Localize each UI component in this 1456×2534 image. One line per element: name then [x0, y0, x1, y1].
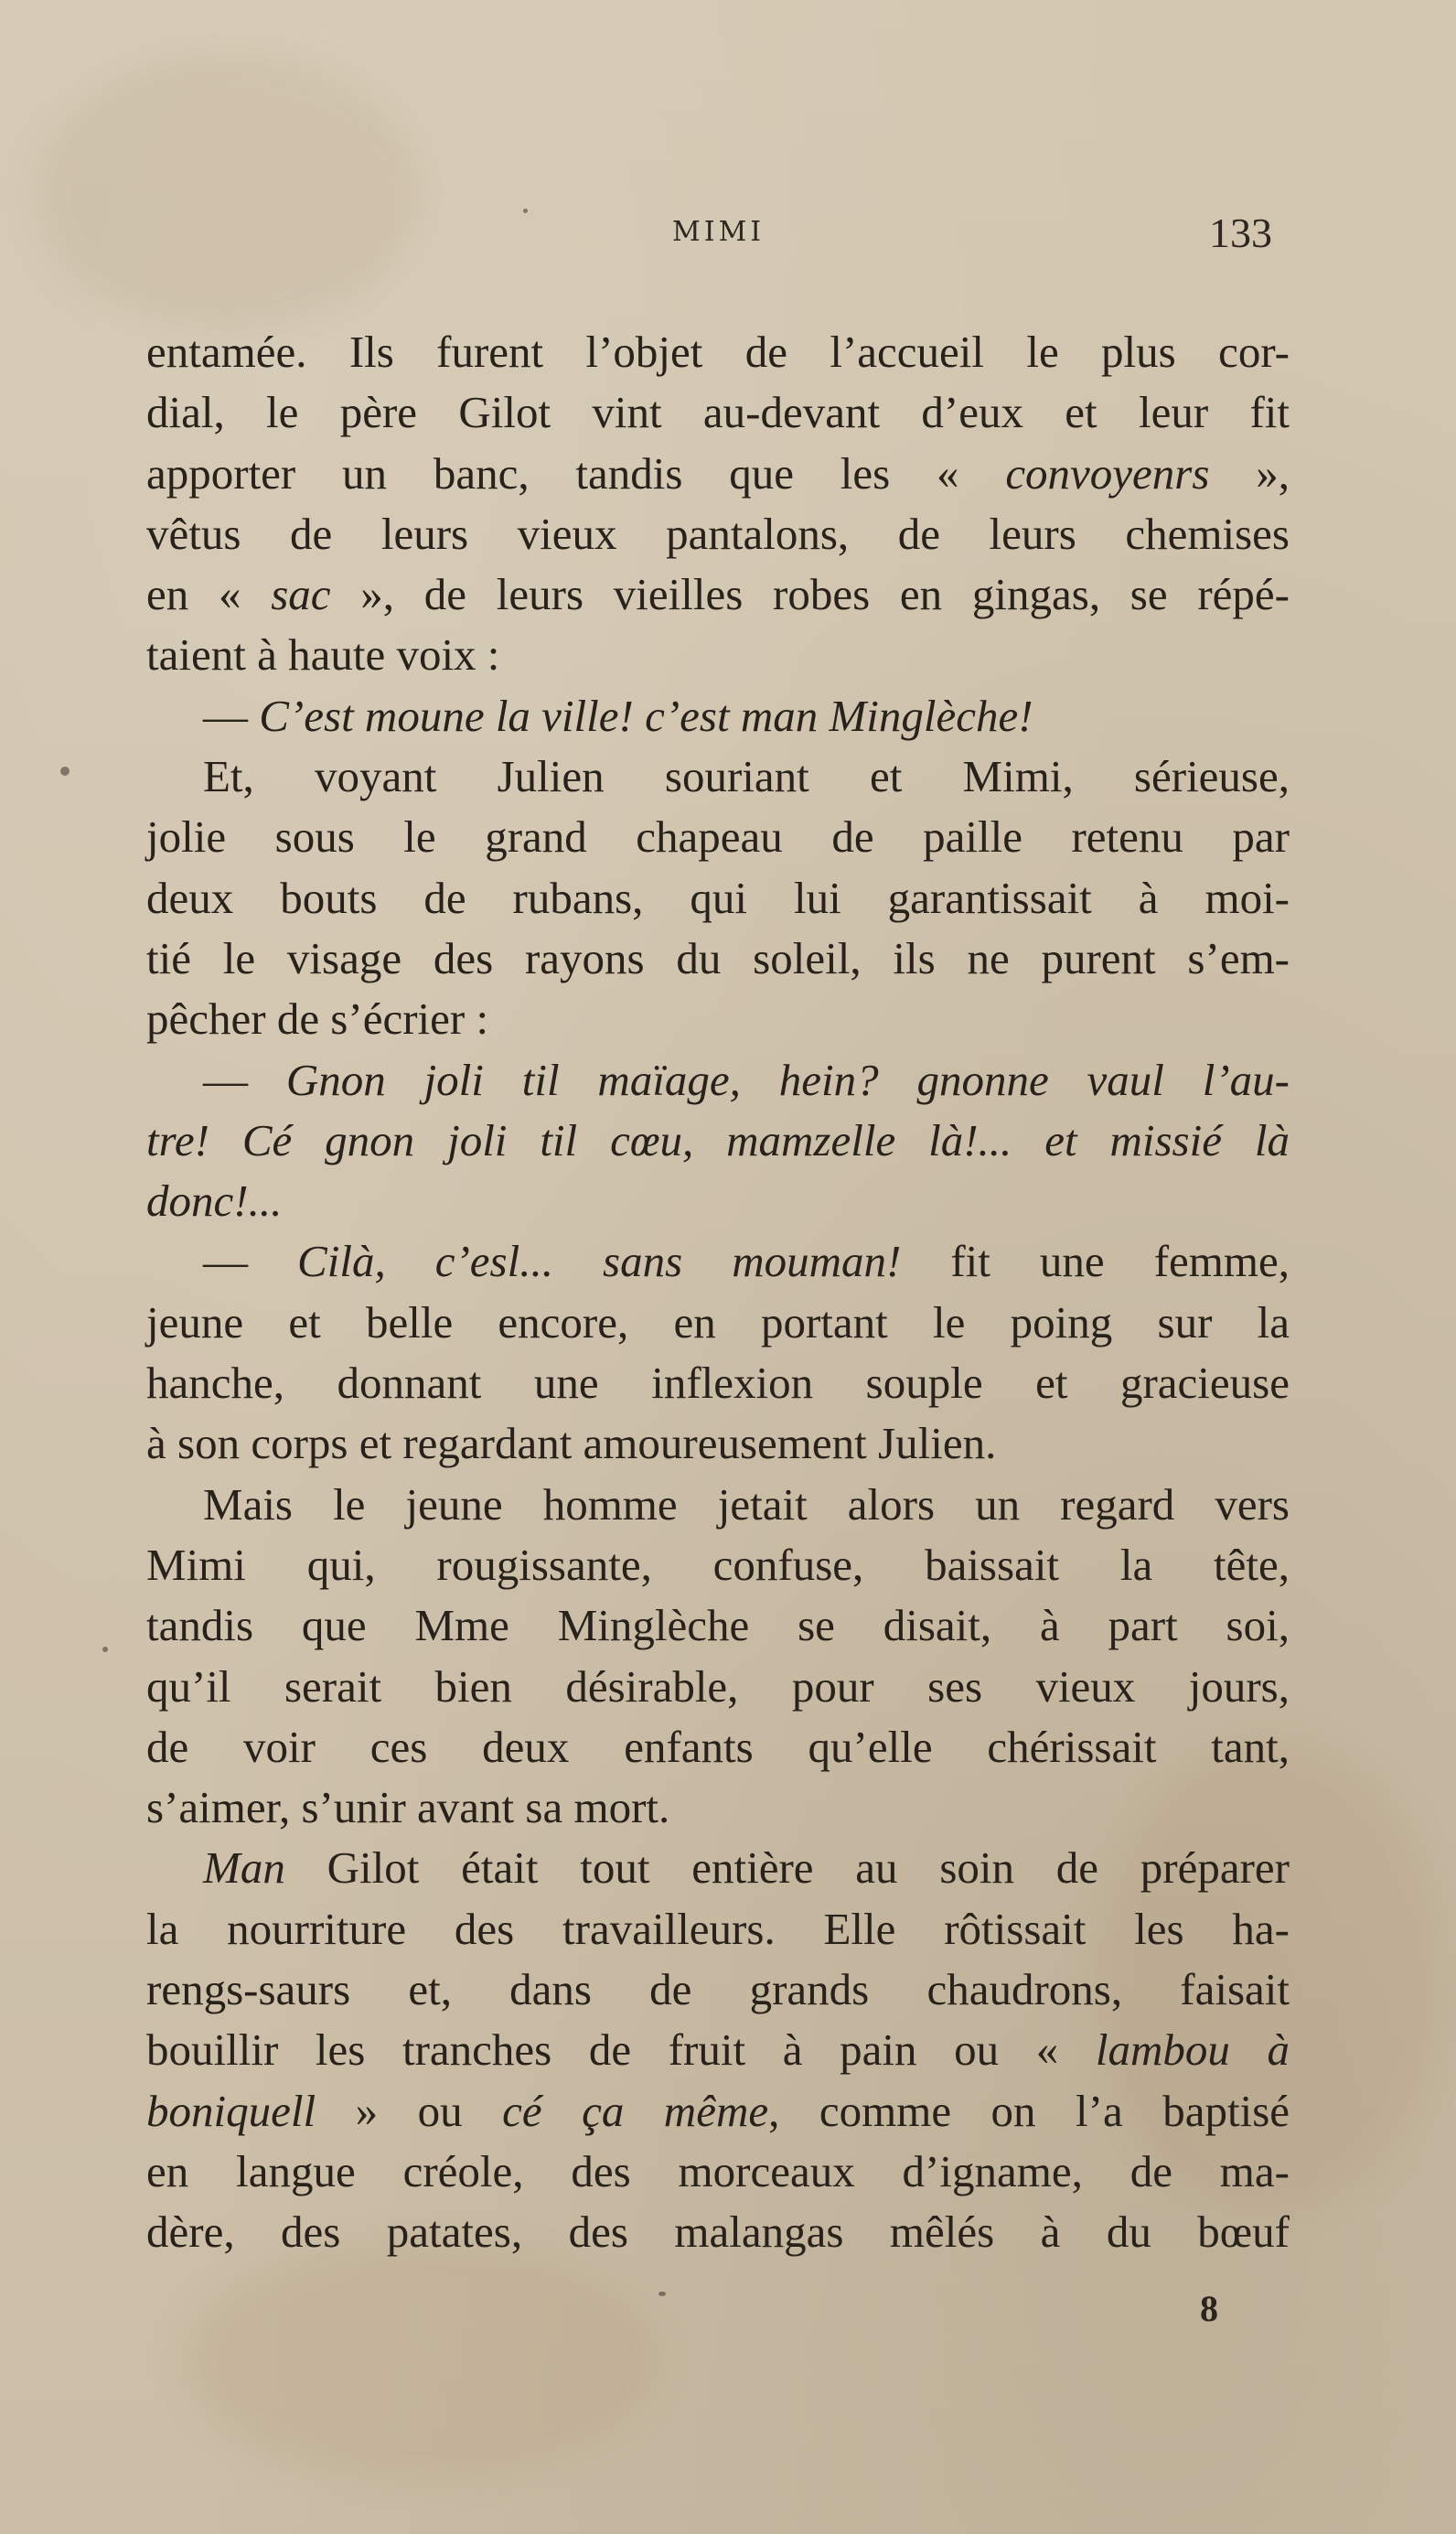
creole-term: lambou à — [1095, 2024, 1290, 2076]
paragraph — [146, 1293, 1290, 1475]
paragraph — [146, 807, 1290, 1049]
text-line — [146, 1111, 1290, 1171]
italic-word: convoyenrs — [1005, 447, 1210, 499]
paragraph — [146, 1111, 1290, 1232]
creole-speech: Cilà, c’esl... sans mouman! — [297, 1236, 902, 1287]
text-fragment: fit une femme, — [901, 1236, 1290, 1287]
text-line: rengs-saurs et, dans de grands chaudrons, faisait — [146, 1964, 1290, 2015]
ink-speck — [102, 1647, 108, 1652]
body-text — [146, 322, 1290, 2263]
ink-speck — [60, 767, 70, 776]
italic-word: Man — [203, 1842, 285, 1894]
text-line: hanche, donnant une inflexion souple et gracieuse — [146, 1358, 1290, 1409]
text-fragment: » ou — [316, 2085, 503, 2136]
text-fragment: Gilot était tout entière au soin de préparer — [284, 1842, 1290, 1894]
paragraph — [146, 1899, 1290, 2263]
text-line: en langue créole, des morceaux d’igname, de ma- — [146, 2145, 1290, 2196]
text-line: taient à haute voix : — [146, 629, 500, 681]
paragraph — [146, 1050, 1290, 1111]
text-line: la nourriture des travailleurs. Elle rôtissait les ha- — [146, 1903, 1290, 1954]
text-line — [146, 1050, 1290, 1111]
text-line: s’aimer, s’unir avant sa mort. — [146, 1782, 670, 1833]
text-line — [146, 564, 1290, 625]
text-line: tié le visage des rayons du soleil, ils ne purent s’em- — [146, 932, 1290, 983]
text-line: dial, le père Gilot vint au-devant d’eux et leur fit — [146, 387, 1290, 438]
text-line — [146, 1231, 1290, 1292]
dash: — — [203, 1054, 286, 1105]
text-line: à son corps et regardant amoureusement Julien. — [146, 1418, 997, 1469]
text-line: qu’il serait bien désirable, pour ses vieux jours, — [146, 1660, 1290, 1712]
paragraph — [146, 1535, 1290, 1838]
paragraph — [146, 686, 1290, 746]
creole-speech: Gnon joli til maïage, hein? gnonne vaul l’au- — [285, 1054, 1290, 1105]
text-line: tandis que Mme Minglèche se disait, à part soi, — [146, 1600, 1290, 1651]
text-line: Et, voyant Julien souriant et Mimi, sérieuse, — [203, 751, 1290, 802]
text-fragment: », — [1209, 447, 1290, 499]
creole-term: boniquell — [146, 2085, 316, 2136]
text-fragment: , comme on l’a baptisé — [768, 2085, 1290, 2136]
paragraph — [146, 1475, 1290, 1535]
text-line — [146, 444, 1290, 504]
text-fragment: bouillir les tranches de fruit à pain ou « — [146, 2024, 1096, 2076]
paragraph — [146, 322, 1290, 686]
creole-speech: donc!... — [146, 1176, 283, 1227]
text-line: vêtus de leurs vieux pantalons, de leurs chemises — [146, 508, 1290, 559]
creole-speech: C’est moune la ville! c’est man Minglèche! — [259, 690, 1033, 741]
text-line — [146, 2020, 1290, 2080]
running-head — [0, 209, 1456, 263]
dash: — — [203, 1236, 298, 1287]
text-line: Mimi qui, rougissante, confuse, baissait la tête, — [146, 1539, 1290, 1590]
text-line: deux bouts de rubans, qui lui garantissait à moi- — [146, 872, 1290, 923]
text-fragment: en « — [146, 569, 272, 620]
signature-mark: 8 — [1200, 2288, 1218, 2329]
text-line: jolie sous le grand chapeau de paille retenu par — [146, 811, 1290, 863]
text-line: pêcher de s’écrier : — [146, 993, 489, 1045]
text-line: jeune et belle encore, en portant le poing sur la — [146, 1296, 1290, 1348]
text-line: entamée. Ils furent l’objet de l’accueil le plus cor- — [146, 327, 1290, 377]
paper-stain — [37, 55, 421, 329]
text-line: dère, des patates, des malangas mêlés à du bœuf — [146, 2207, 1290, 2258]
creole-term: cé ça même — [502, 2085, 769, 2136]
paragraph — [146, 1838, 1290, 1898]
ink-speck — [658, 2292, 666, 2296]
text-line — [146, 1838, 1290, 1898]
text-line: Mais le jeune homme jetait alors un regard vers — [203, 1478, 1290, 1530]
paragraph — [146, 746, 1290, 807]
dash: — — [203, 690, 260, 741]
paragraph — [146, 1231, 1290, 1292]
text-line — [146, 686, 1290, 746]
text-line — [146, 2081, 1290, 2142]
text-line: de voir ces deux enfants qu’elle chérissait tant, — [146, 1721, 1290, 1772]
italic-word: sac — [271, 569, 331, 620]
text-line — [146, 1171, 1290, 1231]
ink-speck — [523, 209, 528, 213]
text-fragment: », de leurs vieilles robes en gingas, se répé- — [330, 569, 1290, 620]
paper-stain — [183, 2241, 658, 2479]
creole-speech: tre! Cé gnon joli til cœu, mamzelle là!... et missié là — [146, 1114, 1290, 1165]
page-number: 133 — [1209, 209, 1272, 256]
running-title: MIMI — [672, 216, 765, 248]
text-fragment: apporter un banc, tandis que les « — [146, 447, 1006, 499]
